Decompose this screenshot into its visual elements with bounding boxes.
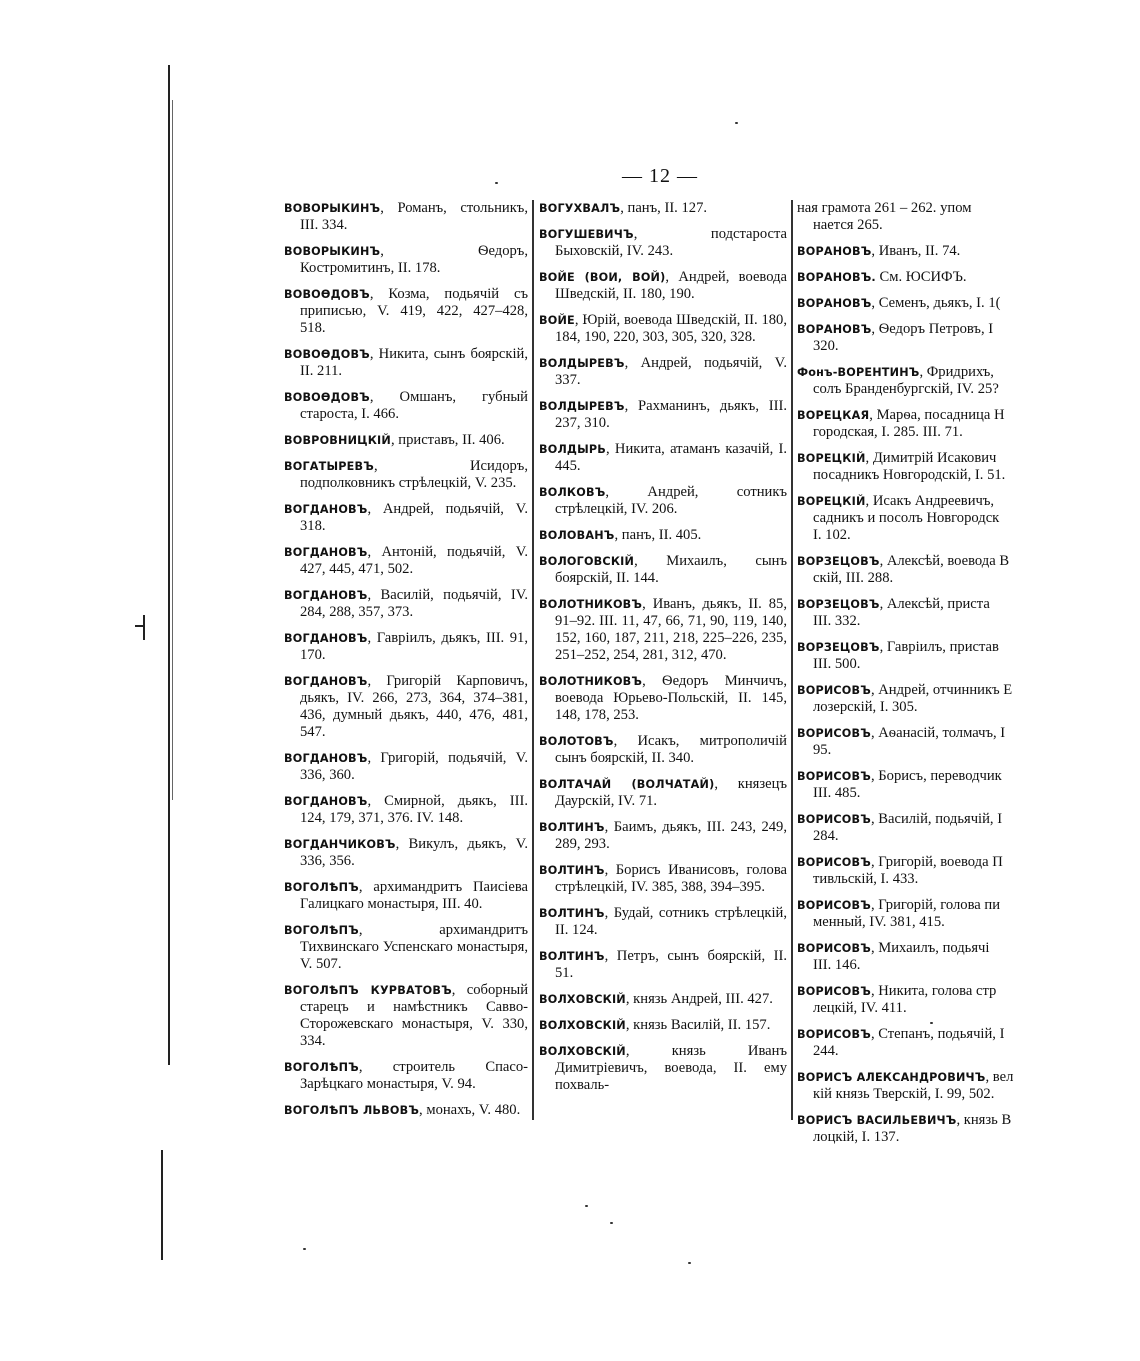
entry-text: , Андрей, подьячій, V. 337.	[555, 355, 787, 388]
index-entry	[284, 286, 528, 337]
entry-headword: ВОЛХОВСКІЙ	[539, 1045, 626, 1058]
entry-text: , Иванъ, дьякъ, II. 85, 91–92. III. 11, 47, 66, 71, 90, 119, 140, 152, 160, 187, 211, 218, 225–226, 235, 251–252, 254, 281, 312, 470.	[555, 596, 787, 663]
entry-headword: Фонъ-ВОРЕНТИНЪ	[797, 366, 920, 379]
entry-headword: ВОРИСОВЪ	[797, 770, 871, 783]
entry-text: , Романъ, стольникъ, III. 334.	[300, 200, 528, 233]
entry-headword: ВОГДАНОВЪ	[284, 589, 368, 602]
index-entry	[539, 776, 787, 810]
index-entry	[797, 493, 1030, 544]
entry-text: , Никита, сынъ боярскій, II. 211.	[300, 346, 528, 379]
entry-headword: ВОВОРЫКИНЪ	[284, 245, 381, 258]
entry-text: , подстароста Быховскій, IV. 243.	[555, 226, 787, 259]
index-entry	[797, 243, 1030, 260]
entry-text: , Алексѣй, воевода В скій, III. 288.	[813, 553, 1010, 586]
entry-headword: ВОГДАНОВЪ	[284, 795, 368, 808]
index-entry	[284, 1102, 528, 1119]
scan-speck	[303, 1248, 306, 1250]
index-entry	[539, 226, 787, 260]
entry-text: , Григорій, воевода П тивльскій, I. 433.	[813, 854, 1003, 887]
entry-headword: ВОРИСОВЪ	[797, 985, 871, 998]
entry-text: , Иванъ, II. 74.	[871, 243, 961, 259]
entry-text: , князь В лоцкій, I. 137.	[813, 1112, 1012, 1145]
entry-text: , Фридрихъ, солъ Бранденбургскій, IV. 25?	[813, 364, 999, 397]
entry-text: , Михаилъ, сынъ боярскій, II. 144.	[555, 553, 787, 586]
index-entry	[539, 948, 787, 982]
entry-text: , Марѳа, посадница Н городская, I. 285. III. 71.	[813, 407, 1005, 440]
index-entry	[539, 527, 787, 544]
entry-text: , Антоній, подьячій, V. 427, 445, 471, 502.	[300, 544, 528, 577]
index-entry	[284, 793, 528, 827]
index-entry	[797, 1112, 1030, 1146]
index-entry	[539, 312, 787, 346]
index-entry	[797, 1026, 1030, 1060]
entry-text: , архимандритъ Паисіева Галицкаго монастыря, III. 40.	[300, 879, 528, 912]
entry-headword: ВОЛКОВЪ	[539, 486, 606, 499]
entry-text: , Ѳедоръ, Костромитинъ, II. 178.	[300, 243, 528, 276]
index-entry	[797, 200, 1030, 234]
entry-headword: ВОЛОТНИКОВЪ	[539, 598, 643, 611]
entry-text: , архимандритъ Тихвинскаго Успенскаго монастыря, V. 507.	[300, 922, 528, 972]
entry-headword: ВОРИСОВЪ	[797, 813, 871, 826]
index-entry	[284, 836, 528, 870]
entry-text: , Рахманинъ, дьякъ, III. 237, 310.	[555, 398, 787, 431]
index-entry	[284, 346, 528, 380]
entry-headword: ВОРИСОВЪ	[797, 684, 871, 697]
entry-headword: ВОРАНОВЪ.	[797, 271, 876, 284]
entry-text: , монахъ, V. 480.	[419, 1102, 521, 1118]
entry-headword: ВОВОѲДОВЪ	[284, 391, 370, 404]
entry-text: , Никита, голова стр лецкій, IV. 411.	[813, 983, 997, 1016]
entry-text: , Андрей, воевода Шведскій, II. 180, 190.	[555, 269, 787, 302]
entry-headword: ВОГОЛѢПЪ ЛЬВОВЪ	[284, 1104, 420, 1117]
entry-headword: ВОРЗЕЦОВЪ	[797, 555, 880, 568]
index-entry	[284, 587, 528, 621]
entry-headword: ВОЛТИНЪ	[539, 821, 605, 834]
index-entry	[797, 811, 1030, 845]
entry-text: , Димитрій Исакович посадникъ Новгородскій, I. 51.	[813, 450, 1006, 483]
entry-headword: ВОРАНОВЪ	[797, 245, 872, 258]
scan-edge-line	[172, 100, 173, 800]
entry-headword: ВОЛХОВСКІЙ	[539, 993, 626, 1006]
entry-text: , Григорій, голова пи менный, IV. 381, 415.	[813, 897, 1001, 930]
entry-headword: ВОЛОГОВСКІЙ	[539, 555, 635, 568]
index-entry	[284, 750, 528, 784]
entry-headword: ВОЛОТОВЪ	[539, 735, 614, 748]
scan-mark	[143, 615, 145, 640]
index-entry	[797, 983, 1030, 1017]
index-entry	[797, 682, 1030, 716]
entry-headword: ВОРИСОВЪ	[797, 727, 871, 740]
entry-text: , князь Андрей, III. 427.	[625, 991, 773, 1007]
entry-headword: ВОРИСОВЪ	[797, 899, 871, 912]
entry-headword: ВОГДАНОВЪ	[284, 632, 368, 645]
entry-text: , Василій, подьячій, IV. 284, 288, 357, 373.	[300, 587, 528, 620]
index-entry	[797, 450, 1030, 484]
entry-headword: ВОЛХОВСКІЙ	[539, 1019, 626, 1032]
entry-headword: ВОВОРЫКИНЪ	[284, 202, 381, 215]
entry-text: , князь Василій, II. 157.	[625, 1017, 771, 1033]
index-entry	[797, 725, 1030, 759]
entry-headword: ВОГДАНЧИКОВЪ	[284, 838, 396, 851]
entry-headword: ВОЛДЫРЕВЪ	[539, 400, 625, 413]
index-entry	[539, 596, 787, 664]
index-entry	[284, 432, 528, 449]
entry-headword: ВОГДАНОВЪ	[284, 546, 368, 559]
entry-text: , строитель Спасо-Зарѣцкаго монастыря, V. 94.	[300, 1059, 528, 1092]
entry-headword: ВОРЕЦКІЙ	[797, 495, 866, 508]
entry-text: , Козма, подьячій съ приписью, V. 419, 422, 427–428, 518.	[300, 286, 528, 336]
entry-headword: ВОРИСОВЪ	[797, 856, 871, 869]
index-entry	[284, 673, 528, 741]
entry-headword: ВОГДАНОВЪ	[284, 752, 368, 765]
entry-headword: ВОГДАНОВЪ	[284, 503, 368, 516]
scan-edge-line	[161, 1150, 163, 1260]
entry-text: , Василій, подьячій, I 284.	[813, 811, 1003, 844]
entry-text: , приставъ, II. 406.	[390, 432, 505, 448]
entry-headword: ВОРЗЕЦОВЪ	[797, 598, 880, 611]
entry-text: ная грамота 261 – 262. упом нается 265.	[797, 200, 972, 233]
scan-speck	[735, 122, 738, 124]
index-entry	[797, 639, 1030, 673]
entry-text: , Никита, атаманъ казачій, I. 445.	[555, 441, 787, 474]
entry-headword: ВОЛТАЧАЙ (ВОЛЧАТАЙ)	[539, 778, 715, 791]
index-entry	[797, 269, 1030, 286]
entry-headword: ВОГУШЕВИЧЪ	[539, 228, 634, 241]
index-entry	[797, 1069, 1030, 1103]
entry-headword: ВОВРОВНИЦКІЙ	[284, 434, 391, 447]
scan-speck	[495, 182, 498, 184]
index-entry	[797, 768, 1030, 802]
index-entry	[284, 922, 528, 973]
entry-text: , Борисъ, переводчик III. 485.	[813, 768, 1002, 801]
entry-headword: ВОЙЕ	[539, 314, 575, 327]
entry-headword: ВОВОѲДОВЪ	[284, 348, 370, 361]
scan-speck	[688, 1262, 691, 1264]
entry-headword: ВОРЗЕЦОВЪ	[797, 641, 880, 654]
entry-headword: ВОГДАНОВЪ	[284, 675, 368, 688]
entry-text: См. ЮСИФЪ.	[875, 269, 967, 285]
index-entry	[539, 355, 787, 389]
entry-headword: ВОЛТИНЪ	[539, 950, 605, 963]
index-entry	[797, 940, 1030, 974]
index-entry	[539, 484, 787, 518]
entry-text: , Баимъ, дьякъ, III. 243, 249, 289, 293.	[555, 819, 787, 852]
index-entry	[539, 673, 787, 724]
entry-text: , Михаилъ, подьячі III. 146.	[813, 940, 990, 973]
entry-headword: ВОЛОТНИКОВЪ	[539, 675, 643, 688]
scan-speck	[585, 1205, 588, 1207]
entry-text: , панъ, II. 405.	[614, 527, 702, 543]
index-entry	[797, 897, 1030, 931]
entry-text: , Алексѣй, приста III. 332.	[813, 596, 990, 629]
entry-headword: ВОЙЕ (ВОИ, ВОЙ)	[539, 271, 666, 284]
entry-text: , Смирной, дьякъ, III. 124, 179, 371, 376. IV. 148.	[300, 793, 528, 826]
column-rule	[532, 200, 534, 1120]
entry-text: , Андрей, подьячій, V. 318.	[300, 501, 528, 534]
entry-text: , Григорій Карповичъ, дьякъ, IV. 266, 273, 364, 374–381, 436, думный дьякъ, 440, 476, 481, 547.	[300, 673, 528, 740]
entry-text: , Исакъ Андреевичъ, садникъ и посолъ Новгородск I. 102.	[813, 493, 1000, 543]
index-entry	[539, 819, 787, 853]
index-entry	[539, 991, 787, 1008]
entry-headword: ВОЛОВАНЪ	[539, 529, 615, 542]
entry-headword: ВОГОЛѢПЪ КУРВАТОВЪ	[284, 984, 452, 997]
entry-text: , Ѳедоръ Петровъ, I 320.	[813, 321, 994, 354]
index-entry	[797, 596, 1030, 630]
index-entry	[284, 243, 528, 277]
entry-headword: ВОВОѲДОВЪ	[284, 288, 370, 301]
entry-headword: ВОРЕЦКАЯ	[797, 409, 870, 422]
entry-text: , Григорій, подьячій, V. 336, 360.	[300, 750, 528, 783]
entry-text: , Аѳанасій, толмачъ, I 95.	[813, 725, 1006, 758]
index-entry	[284, 544, 528, 578]
page-number: — 12 —	[622, 165, 698, 187]
entry-text: , князецъ Даурскій, IV. 71.	[555, 776, 787, 809]
entry-headword: ВОГОЛѢПЪ	[284, 924, 359, 937]
entry-text: , Будай, сотникъ стрѣлецкій, II. 124.	[555, 905, 787, 938]
index-column-3	[797, 200, 1030, 1155]
entry-headword: ВОРИСЪ ВАСИЛЬЕВИЧЪ	[797, 1114, 957, 1127]
entry-text: , вел кій князь Тверскій, I. 99, 502.	[813, 1069, 1014, 1102]
index-entry	[539, 1017, 787, 1034]
index-entry	[797, 854, 1030, 888]
index-entry	[797, 321, 1030, 355]
index-entry	[539, 398, 787, 432]
index-entry	[539, 441, 787, 475]
entry-text: , Петръ, сынъ боярскій, II. 51.	[555, 948, 787, 981]
entry-text: , Исидоръ, подполковникъ стрѣлецкій, V. 235.	[300, 458, 528, 491]
entry-headword: ВОРИСЪ АЛЕКСАНДРОВИЧЪ	[797, 1071, 986, 1084]
entry-text: , Викулъ, дьякъ, V. 336, 356.	[300, 836, 528, 869]
index-column-2	[539, 200, 787, 1103]
entry-headword: ВОГОЛѢПЪ	[284, 1061, 359, 1074]
entry-text: , Степанъ, подьячій, I 244.	[813, 1026, 1005, 1059]
entry-text: , Андрей, отчинникъ E лозерскій, I. 305.	[813, 682, 1013, 715]
index-entry	[284, 982, 528, 1050]
index-entry	[797, 295, 1030, 312]
entry-text: , Гавріилъ, дьякъ, III. 91, 170.	[300, 630, 528, 663]
entry-headword: ВОГУХВАЛЪ	[539, 202, 621, 215]
entry-text: , Юрій, воевода Шведскій, II. 180, 184, 190, 220, 303, 305, 320, 328.	[555, 312, 787, 345]
index-entry	[539, 553, 787, 587]
index-entry	[539, 269, 787, 303]
scan-speck	[610, 1222, 613, 1224]
entry-text: , Борисъ Иванисовъ, голова стрѣлецкій, IV. 385, 388, 394–395.	[555, 862, 787, 895]
entry-headword: ВОЛДЫРЕВЪ	[539, 357, 625, 370]
entry-headword: ВОГАТЫРЕВЪ	[284, 460, 374, 473]
entry-headword: ВОРЕЦКІЙ	[797, 452, 866, 465]
index-entry	[539, 1043, 787, 1094]
index-entry	[284, 630, 528, 664]
index-column-1	[284, 200, 528, 1128]
entry-headword: ВОРАНОВЪ	[797, 297, 872, 310]
entry-text: , Исакъ, митрополичій сынъ боярскій, II. 340.	[555, 733, 787, 766]
entry-text: , Семенъ, дьякъ, I. 1(	[871, 295, 1001, 311]
entry-headword: ВОГОЛѢПЪ	[284, 881, 359, 894]
index-entry	[284, 1059, 528, 1093]
index-entry	[284, 458, 528, 492]
scan-edge-line	[168, 65, 170, 1065]
entry-headword: ВОЛТИНЪ	[539, 864, 605, 877]
entry-text: , Гавріилъ, пристав III. 500.	[813, 639, 999, 672]
entry-text: , панъ, II. 127.	[620, 200, 708, 216]
entry-text: , Омшанъ, губный староста, I. 466.	[300, 389, 528, 422]
entry-headword: ВОРИСОВЪ	[797, 1028, 871, 1041]
entry-text: , Андрей, сотникъ стрѣлецкій, IV. 206.	[555, 484, 787, 517]
index-entry	[539, 905, 787, 939]
index-entry	[539, 200, 787, 217]
index-entry	[284, 200, 528, 234]
index-entry	[539, 862, 787, 896]
entry-headword: ВОЛТИНЪ	[539, 907, 605, 920]
index-entry	[284, 879, 528, 913]
entry-headword: ВОРИСОВЪ	[797, 942, 871, 955]
index-entry	[284, 501, 528, 535]
entry-headword: ВОРАНОВЪ	[797, 323, 872, 336]
scan-mark	[135, 625, 143, 627]
index-entry	[797, 553, 1030, 587]
entry-text: , Ѳедоръ Минчичъ, воевода Юрьево-Польскій, II. 145, 148, 178, 253.	[555, 673, 787, 723]
index-entry	[539, 733, 787, 767]
index-entry	[797, 407, 1030, 441]
entry-text: , князь Иванъ Димитріевичъ, воевода, II. ему похваль-	[555, 1043, 787, 1093]
index-entry	[284, 389, 528, 423]
entry-text: , соборный старецъ и намѣстникъ Савво-Сторожевскаго монастыря, V. 330, 334.	[300, 982, 528, 1049]
column-rule	[791, 200, 793, 1120]
entry-headword: ВОЛДЫРЬ	[539, 443, 607, 456]
index-entry	[797, 364, 1030, 398]
